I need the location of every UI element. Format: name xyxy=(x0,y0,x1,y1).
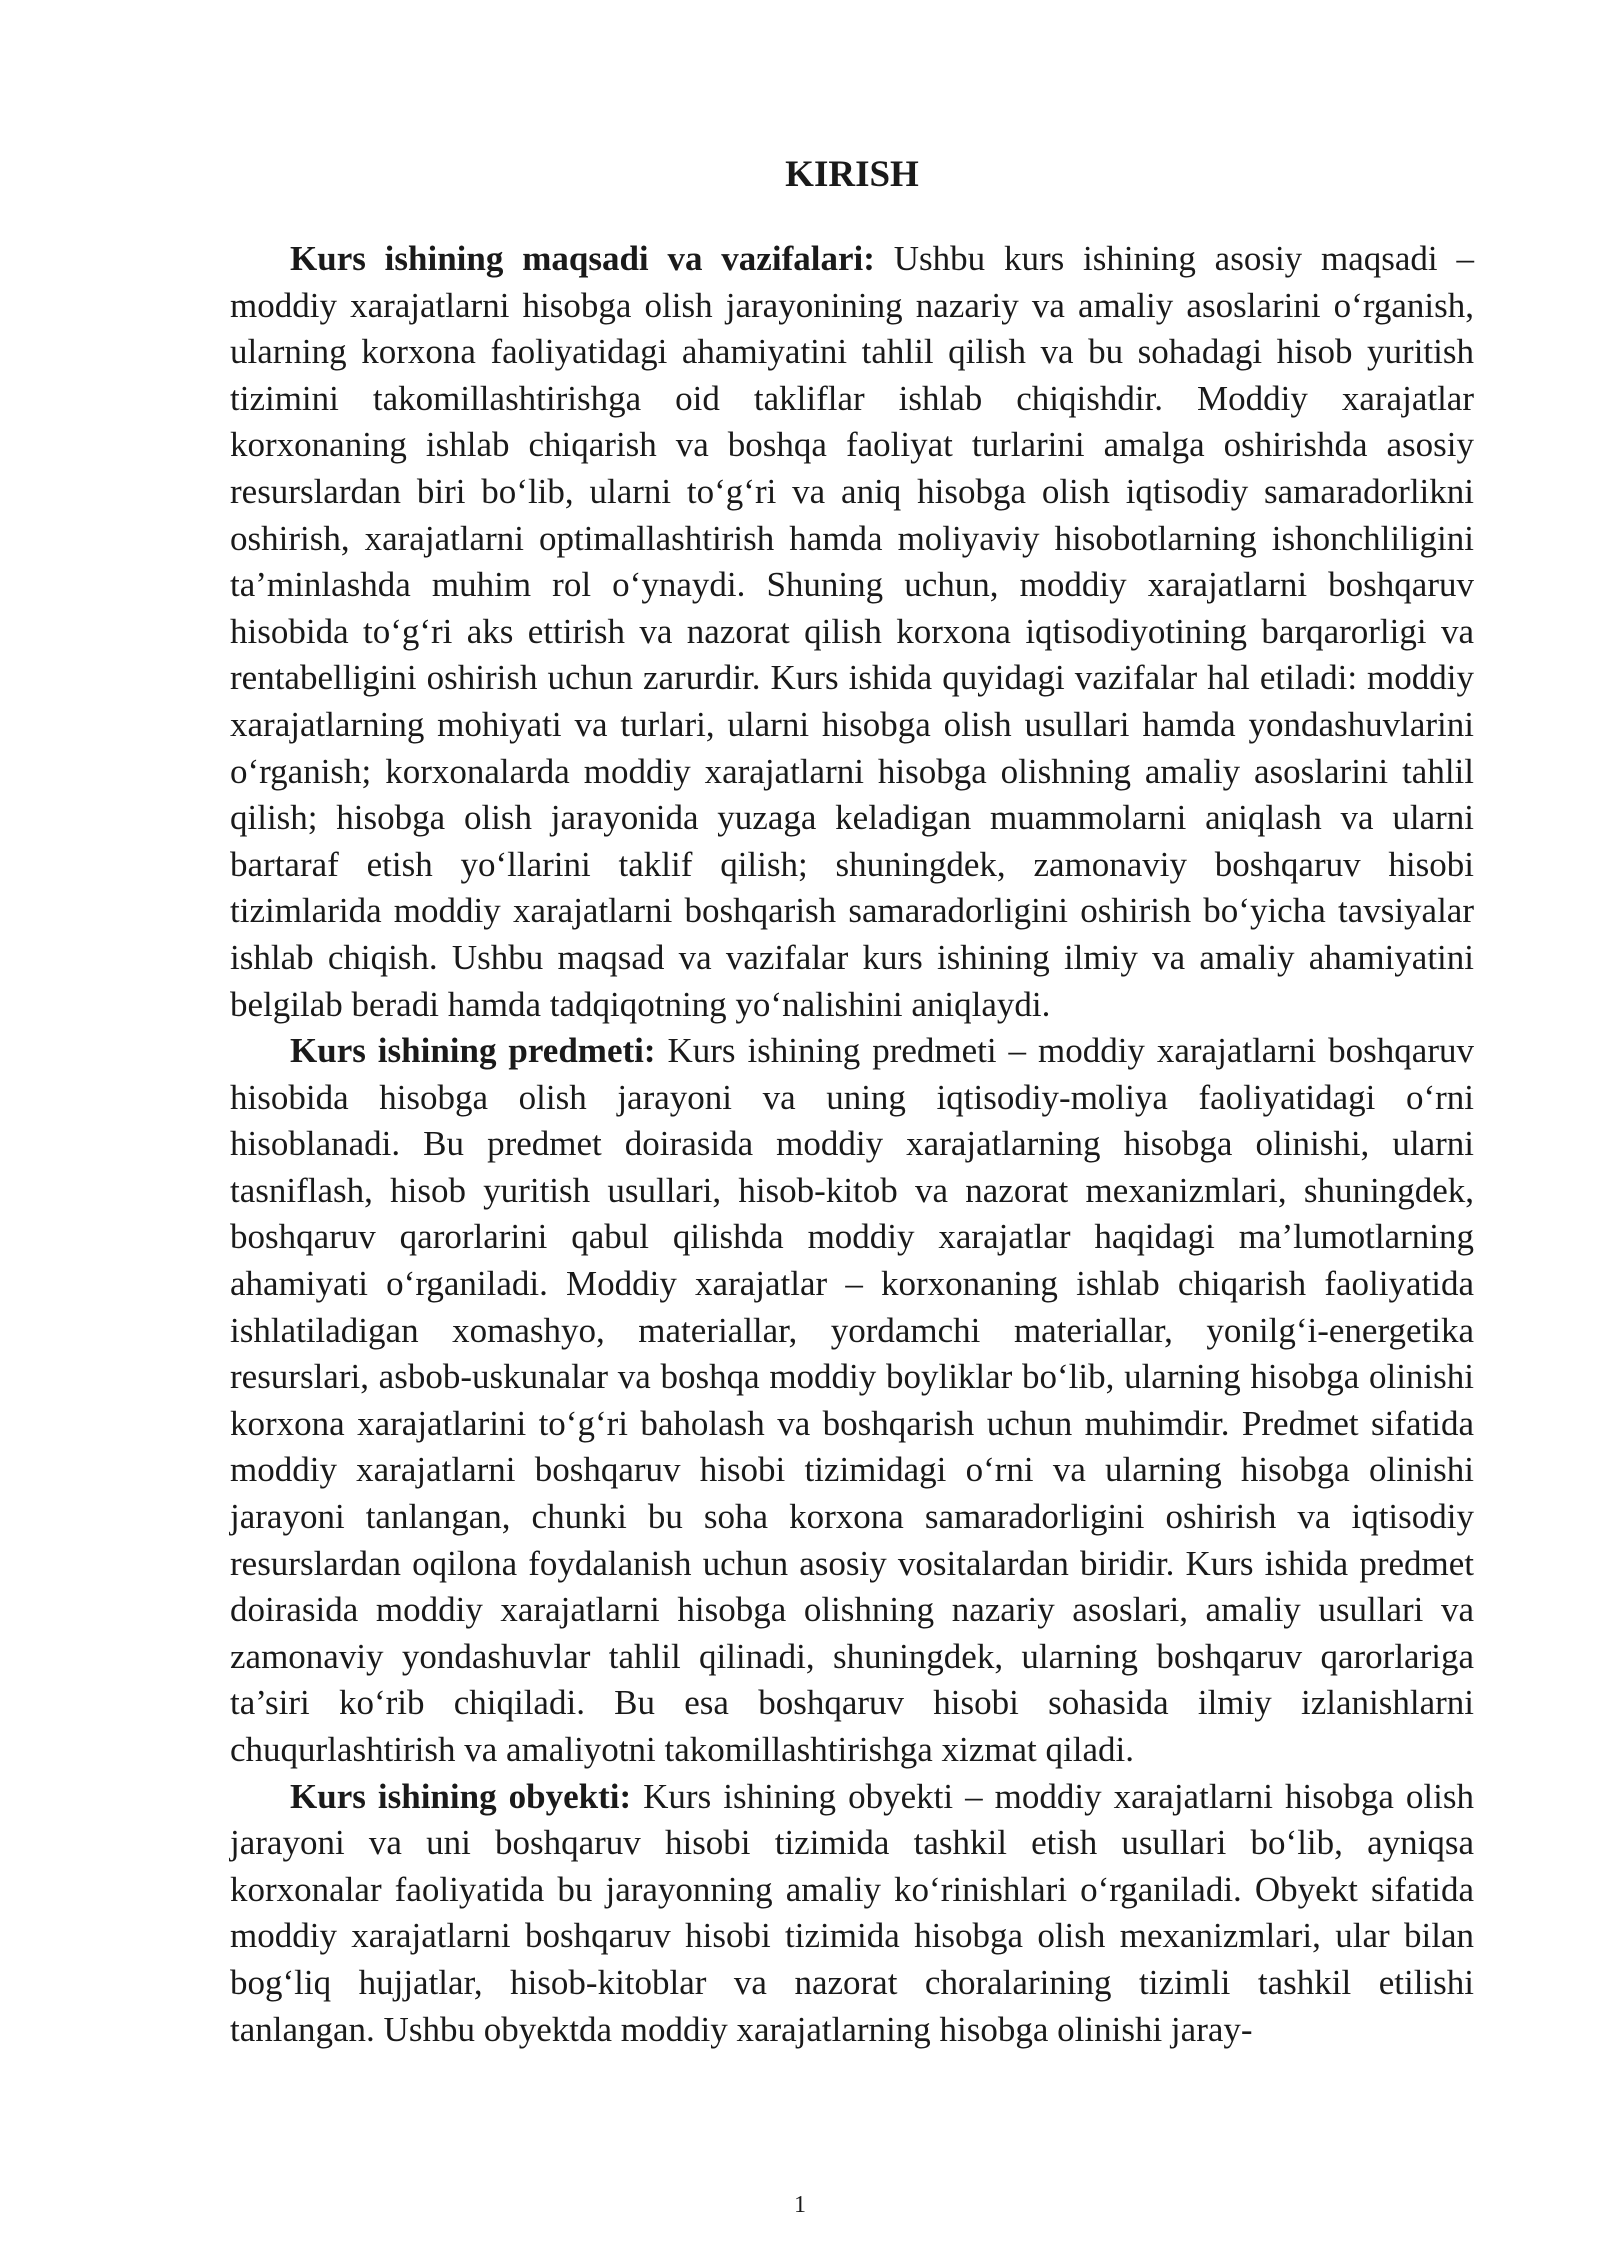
page-number: 1 xyxy=(794,2192,806,2218)
paragraph-subject xyxy=(230,1028,1474,1774)
paragraph-lead: Kurs ishining maqsadi va vazifalari: xyxy=(290,239,875,278)
paragraph-text: Ushbu kurs ishining asosiy maqsadi – moddiy xarajatlarni hisobga olish jarayonining nazariy va amaliy asoslarini o‘rganish, ularning korxona faoliyatidagi ahamiyatini tahlil qilish va bu sohadagi hisob yuritish tizimini takomillashtirishga oid takliflar ishlab chiqishdir. Moddiy xarajatlar korxonaning ishlab chiqarish va boshqa faoliyat turlarini amalga oshirishda asosiy resurslardan biri bo‘lib, ularni to‘g‘ri va aniq hisobga olish iqtisodiy samaradorlikni oshirish, xarajatlarni optimallashtirish hamda moliyaviy hisobotlarning ishonchliligini ta’minlashda muhim rol o‘ynaydi. Shuning uchun, moddiy xarajatlarni boshqaruv hisobida to‘g‘ri aks ettirish va nazorat qilish korxona iqtisodiyotining barqarorligi va rentabelligini oshirish uchun zarurdir. Kurs ishida quyidagi vazifalar hal etiladi: moddiy xarajatlarning mohiyati va turlari, ularni hisobga olish usullari hamda yondashuvlarini o‘rganish; korxonalarda moddiy xarajatlarni hisobga olishning amaliy asoslarini tahlil qilish; hisobga olish jarayonida yuzaga keladigan muammolarni aniqlash va ularni bartaraf etish yo‘llarini taklif qilish; shuningdek, zamonaviy boshqaruv hisobi tizimlarida moddiy xarajatlarni boshqarish samaradorligini oshirish bo‘yicha tavsiyalar ishlab chiqish. Ushbu maqsad va vazifalar kurs ishining ilmiy va amaliy ahamiyatini belgilab beradi hamda tadqiqotning yo‘nalishini aniqlaydi. xyxy=(230,239,1474,1024)
section-heading: KIRISH xyxy=(785,154,919,195)
document-page xyxy=(230,150,1474,2053)
paragraph-lead: Kurs ishining predmeti: xyxy=(290,1031,656,1071)
paragraph-purpose xyxy=(230,236,1474,1028)
paragraph-text: Kurs ishining predmeti – moddiy xarajatlarni boshqaruv hisobida hisobga olish jarayoni va uning iqtisodiy-moliya faoliyatidagi o‘rni hisoblanadi. Bu predmet doirasida moddiy xarajatlarning hisobga olinishi, ularni tasniflash, hisob yuritish usullari, hisob-kitob va nazorat mexanizmlari, shuningdek, boshqaruv qarorlarini qabul qilishda moddiy xarajatlar haqidagi ma’lumotlarning ahamiyati o‘rganiladi. Moddiy xarajatlar – korxonaning ishlab chiqarish faoliyatida ishlatiladigan xomashyo, materiallar, yordamchi materiallar, yonilg‘i-energetika resurslari, asbob-uskunalar va boshqa moddiy boyliklar bo‘lib, ularning hisobga olinishi korxona xarajatlarini to‘g‘ri baholash va boshqarish uchun muhimdir. Predmet sifatida moddiy xarajatlarni boshqaruv hisobi tizimidagi o‘rni va ularning hisobga olinishi jarayoni tanlangan, chunki bu soha korxona samaradorligini oshirish va iqtisodiy resurslardan oqilona foydalanish uchun asosiy vositalardan biridir. Kurs ishida predmet doirasida moddiy xarajatlarni hisobga olishning nazariy asoslari, amaliy usullari va zamonaviy yondashuvlar tahlil qilinadi, shuningdek, ularning boshqaruv qarorlariga ta’siri ko‘rib chiqiladi. Bu esa boshqaruv hisobi sohasida ilmiy izlanishlarni chuqurlashtirish va amaliyotni takomillashtirishga xizmat qiladi. xyxy=(230,1031,1474,1769)
paragraph-object xyxy=(230,1774,1474,2054)
paragraph-text: Kurs ishining obyekti – moddiy xarajatlarni hisobga olish jarayoni va uni boshqaruv hisobi tizimida tashkil etish usullari bo‘lib, ayniqsa korxonalar faoliyatida bu jarayonning amaliy ko‘rinishlari o‘rganiladi. Obyekt sifatida moddiy xarajatlarni boshqaruv hisobi tizimida hisobga olish mexanizmlari, ular bilan bog‘liq hujjatlar, hisob-kitoblar va nazorat choralarining tizimli tashkil etilishi tanlangan. Ushbu obyektda moddiy xarajatlarning hisobga olinishi jaray- xyxy=(230,1776,1474,2049)
paragraph-lead: Kurs ishining obyekti: xyxy=(290,1776,632,1816)
